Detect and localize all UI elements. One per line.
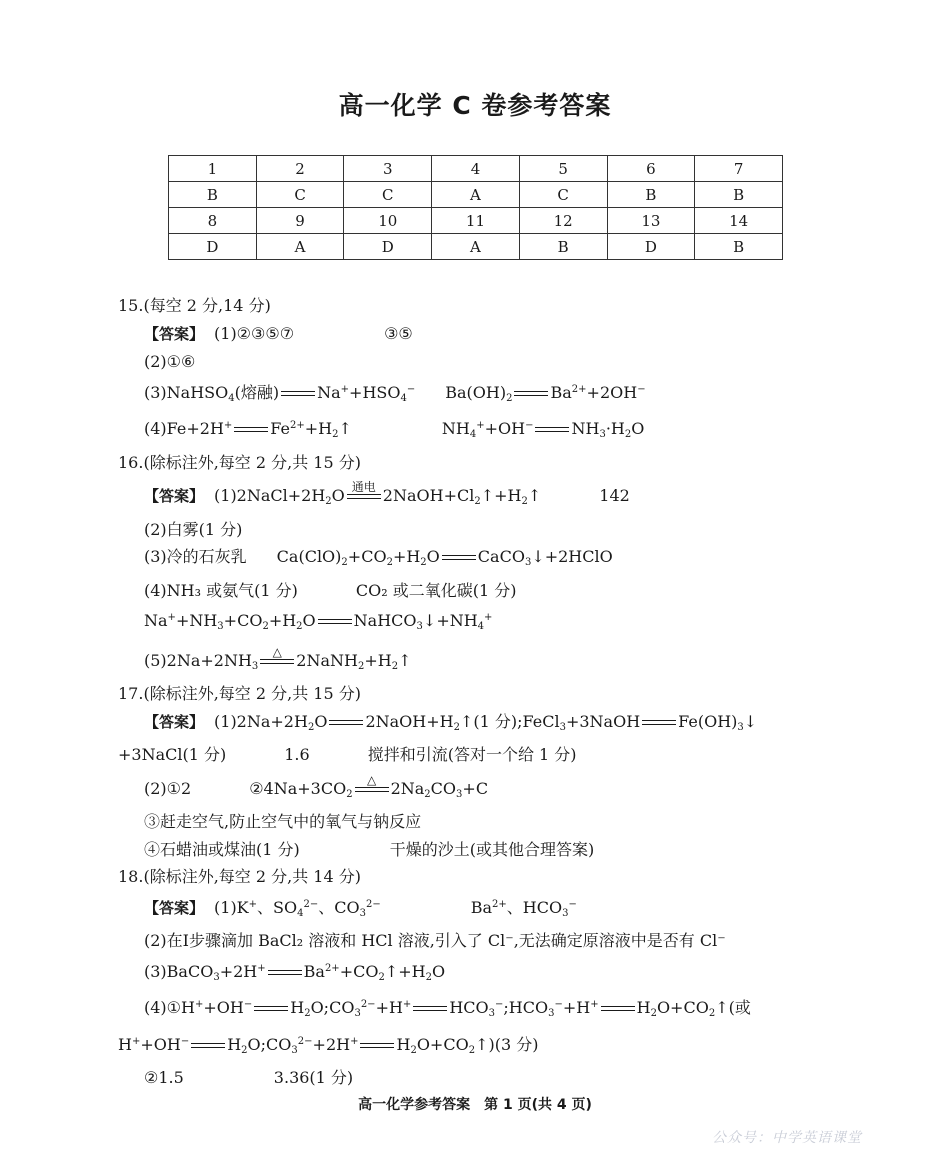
table-cell: 5 (519, 156, 607, 182)
page-footer: 高一化学参考答案 第 1 页(共 4 页) (358, 1097, 592, 1113)
table-cell: 1 (169, 156, 257, 182)
q18-part5: ②1.5 3.36(1 分) (144, 1068, 354, 1087)
table-cell: 7 (695, 156, 783, 182)
table-cell: D (344, 234, 432, 260)
q17-part3: ③赶走空气,防止空气中的氧气与钠反应 (144, 812, 422, 831)
q18-part2: (2)在Ⅰ步骤滴加 BaCl₂ 溶液和 HCl 溶液,引入了 Cl⁻,无法确定原溶液中是否有 Cl⁻ (144, 931, 726, 950)
table-row (169, 234, 783, 260)
table-cell: D (607, 234, 695, 260)
table-cell: B (519, 234, 607, 260)
table-cell: 3 (344, 156, 432, 182)
q16-heading: 16.(除标注外,每空 2 分,共 15 分) (118, 452, 361, 472)
table-cell: 4 (432, 156, 520, 182)
table-cell: 13 (607, 208, 695, 234)
q15-part4: (4)Fe+2H+ $Fe^{2+}+H_2↑$ $NH_4^++OH^-$ $NH_3\cdot H_2O$ (144, 419, 645, 440)
table-cell: B (607, 182, 695, 208)
q17-part1: 【答案】 $(1)2Na+2H_2O$ $2NaOH+H_2↑(1$ 分);FeCl$_3$+3NaOH $Fe(OH)_3↓$ (144, 711, 758, 733)
table-cell: B (695, 234, 783, 260)
q17-part1-cont: +3NaCl(1 分) 1.6 搅拌和引流(答对一个给 1 分) (118, 745, 577, 764)
table-cell: B (169, 182, 257, 208)
table-row (169, 208, 783, 234)
table-cell: B (695, 182, 783, 208)
q17-part4: ④石蜡油或煤油(1 分) 干燥的沙土(或其他合理答案) (144, 839, 595, 859)
q18-part4: (4)①H++OH− $H_2O;CO_3^{2-}+H^+$ $HCO_3^-;HCO_3^-+H^+$ $H_2O+CO_2↑$(或 (144, 998, 751, 1019)
q16-part4: (4)NH₃ 或氨气(1 分) CO₂ 或二氧化碳(1 分) (144, 580, 517, 600)
q15-heading: 15.(每空 2 分,14 分) (118, 296, 271, 315)
table-cell: A (432, 234, 520, 260)
answer-tag: 【答案】 (144, 487, 205, 505)
table-cell: 2 (256, 156, 344, 182)
table-cell: D (169, 234, 257, 260)
q18-part3: (3)BaCO$_3$+2H+ $Ba^{2+}+CO_2↑+H_2O$ (144, 961, 446, 983)
heat-condition: △ (366, 772, 377, 787)
q15-part1: 【答案】 (1)②③⑤⑦ ③⑤ (144, 323, 413, 343)
table-cell: 6 (607, 156, 695, 182)
q17-part2: (2)①2 $②4Na+3CO_2$ △ $2Na_2CO_3+C$ (144, 772, 489, 800)
answer-tag: 【答案】 (144, 898, 205, 917)
table-row (169, 156, 783, 182)
table-cell: C (519, 182, 607, 208)
q18-part1: 【答案】 (1)K+、$SO_4^{2-}$、$CO_3^{2-}$ $Ba^{2+}$、$HCO_3^-$ (144, 897, 577, 919)
answer-tag: 【答案】 (144, 324, 205, 343)
q16-part1: 【答案】 $(1)2NaCl+2H_2O$ 通电 $2NaOH+Cl_2↑+H_2↑$ 142 (144, 480, 630, 507)
q15-part3: (3)NaHSO$_4$(熔融) $Na^++HSO_4^-$ $Ba(OH)_2$ $Ba^{2+}+2OH^-$ (144, 382, 646, 404)
page-title: 高一化学 C 卷参考答案 (338, 91, 612, 120)
q16-part3: (3)冷的石灰乳 $Ca(ClO)_2+CO_2+H_2O$ CaCO$_3$↓+2HClO (144, 547, 613, 568)
q15-part2: (2)①⑥ (144, 352, 196, 371)
q16-part5: $(5)2Na+2NH_3$ △ $2NaNH_2+H_2↑$ (144, 644, 412, 672)
table-cell: 12 (519, 208, 607, 234)
answer-content (118, 292, 848, 1092)
table-cell: 11 (432, 208, 520, 234)
q16-part2: (2)白雾(1 分) (144, 519, 243, 539)
watermark: 公众号：中学英语课堂 (712, 1130, 862, 1146)
q16-part4-equation: $Na^++NH_3+CO_2+H_2O$ $NaHCO_3↓+NH_4^+$ (144, 611, 493, 632)
table-cell: A (256, 234, 344, 260)
table-row (169, 182, 783, 208)
answer-tag: 【答案】 (144, 712, 205, 731)
heat-condition: △ (272, 644, 282, 659)
q17-heading: 17.(除标注外,每空 2 分,共 15 分) (118, 684, 361, 703)
table-cell: C (256, 182, 344, 208)
electrolysis-condition: 通电 (351, 480, 376, 494)
q18-part4-cont: H++OH− $H_2O;CO_3^{2-}+2H^+$ $H_2O+CO_2↑)(3$ 分) (118, 1034, 539, 1056)
answer-table (168, 155, 783, 260)
table-cell: C (344, 182, 432, 208)
table-cell: 14 (695, 208, 783, 234)
table-cell: 9 (256, 208, 344, 234)
table-cell: 8 (169, 208, 257, 234)
q18-heading: 18.(除标注外,每空 2 分,共 14 分) (118, 867, 361, 886)
table-cell: 10 (344, 208, 432, 234)
table-cell: A (432, 182, 520, 208)
